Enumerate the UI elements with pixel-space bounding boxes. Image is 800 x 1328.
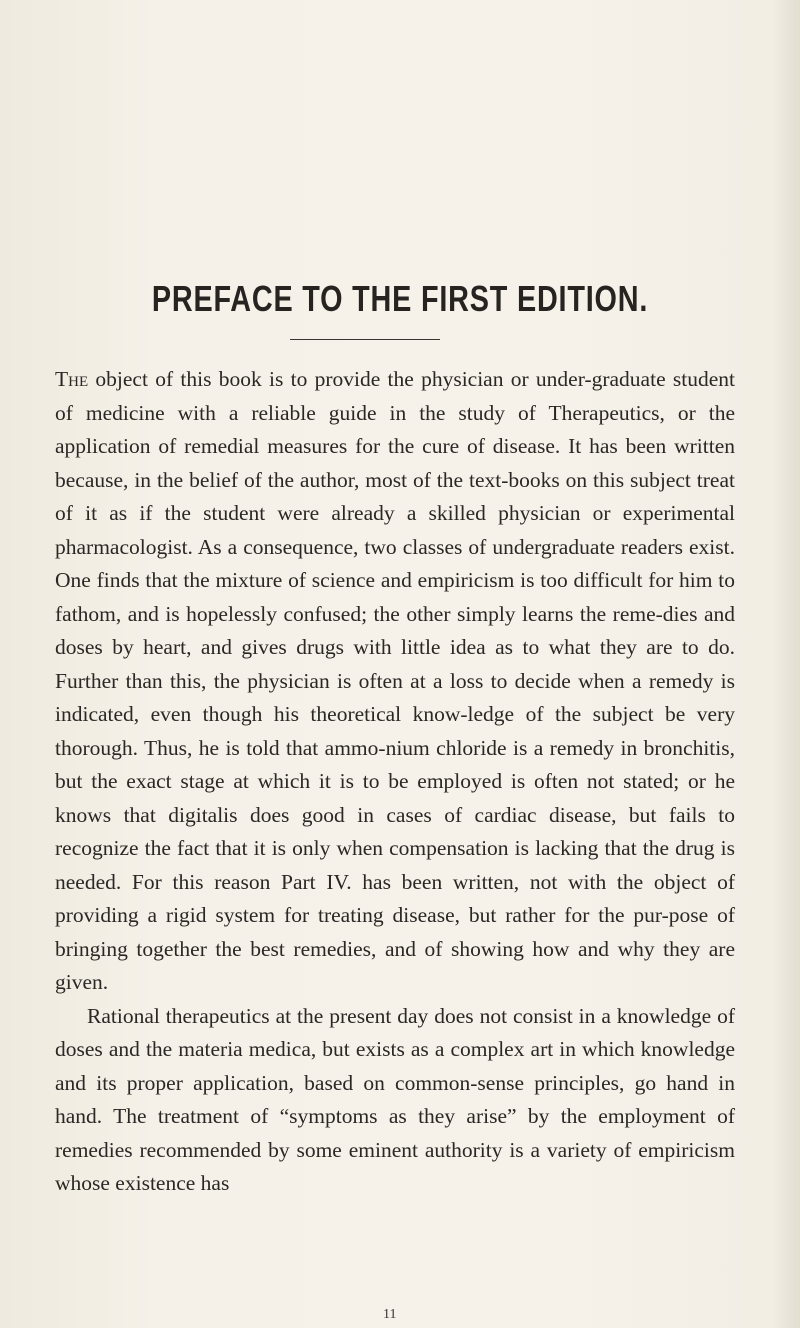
page-edge-shadow <box>772 0 800 1328</box>
page-title: PREFACE TO THE FIRST EDITION. <box>151 278 649 319</box>
paragraph-2: Rational therapeutics at the present day does not consist in a knowledge of doses and the materia medica, but exists as a complex art in which knowledge and its proper application, based on common-sense principles, go hand in hand. The treatment of “symptoms as they arise” by the employment of remedies recommended by some eminent authority is a variety of empiricism whose existence has <box>55 1003 735 1195</box>
paragraph-1-text: object of this book is to provide the physician or under-graduate student of medicine with a reliable guide in the study of Therapeutics, or the application of remedial measures for the cure of disease. It has been written because, in the belief of the author, most of the text-books on this subject treat of it as if the student were already a skilled physician or experimental pharmacologist. As a consequence, two classes of undergraduate readers exist. One finds that the mixture of science and empiricism is too difficult for him to fathom, and is hopelessly confused; the other simply learns the reme-dies and doses by heart, and gives drugs with little idea as to what they are to do. Further than this, the physician is often at a loss to decide when a remedy is indicated, even though his theoretical know-ledge of the subject be very thorough. Thus, he is told that ammo-nium chloride is a remedy in bronchitis, but the exact stage at which it is to be employed is often not stated; or he knows that digitalis does good in cases of cardiac disease, but fails to recognize the fact that it is only when compensation is lacking that the drug is needed. For this reason Part IV. has been written, not with the object of providing a rigid system for treating disease, but rather for the pur-pose of bringing together the best remedies, and of showing how and why they are given. <box>55 367 735 994</box>
paragraph-1 <box>55 363 735 1000</box>
title-divider <box>290 339 440 340</box>
paragraph-1-first-word: The <box>55 367 89 391</box>
page-number: 11 <box>383 1307 397 1322</box>
body-text <box>55 363 735 1201</box>
